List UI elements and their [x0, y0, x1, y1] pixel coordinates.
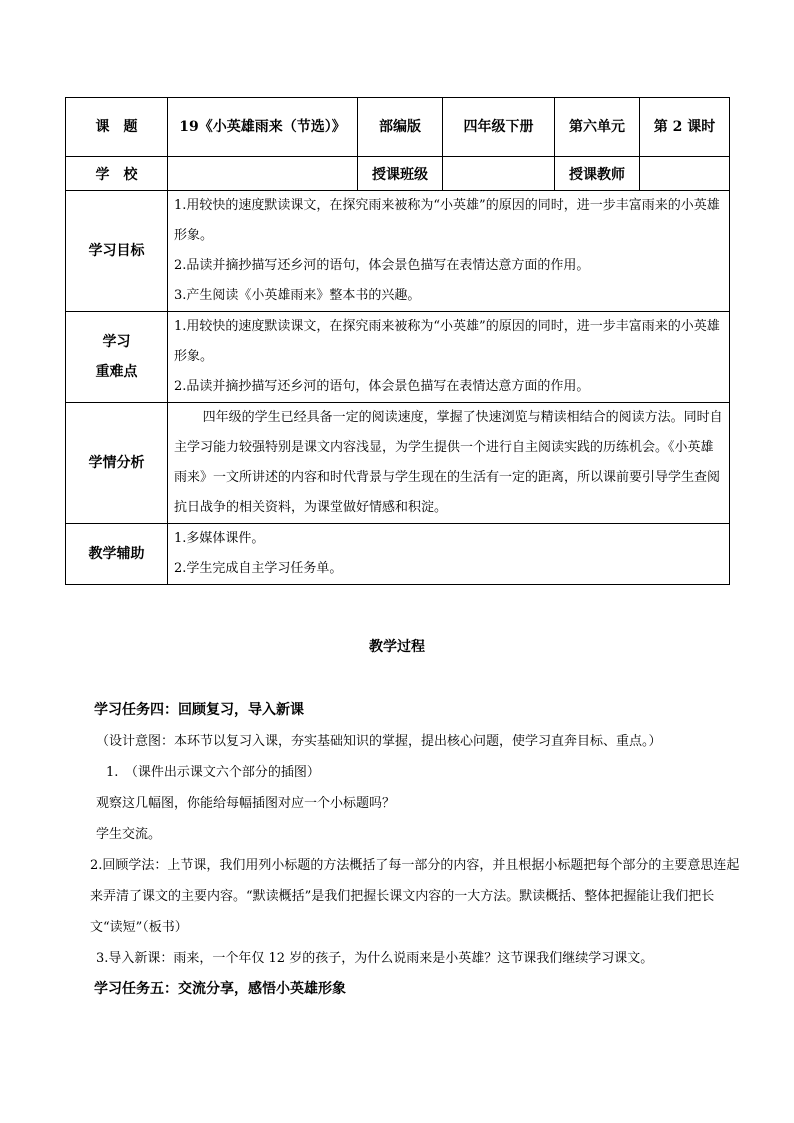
task5-title: 学习任务五：交流分享，感悟小英雄形象 — [94, 981, 346, 997]
step2: 2.回顾学法：上节课，我们用列小标题的方法概括了每一部分的内容，并且根据小标题把每个部分的主要意思连起来弄清了课文的主要内容。“默读概括”是我们把握长课文内容的一大方法。默读概括、整体把握能让我们把长文“读短”（板书） — [90, 858, 740, 935]
objective-item: 3.产生阅读《小英雄雨来》整本书的兴趣。 — [174, 288, 421, 303]
unit-cell: 第六单元 — [555, 98, 640, 157]
objective-item: 1.用较快的速度默读课文，在探究雨来被称为“小英雄”的原因的同时，进一步丰富雨来的小英雄形象。 — [174, 198, 720, 243]
step1-question: 观察这几幅图，你能给每幅插图对应一个小标题吗？ — [96, 796, 396, 811]
teacher-value — [640, 157, 730, 191]
learner-analysis-label: 学情分析 — [66, 403, 168, 524]
school-label: 学 校 — [66, 157, 168, 191]
task4-title: 学习任务四：回顾复习，导入新课 — [94, 702, 304, 718]
school-row — [66, 157, 730, 191]
step3: 3.导入新课：雨来，一个年仅 12 岁的孩子，为什么说雨来是小英雄？这节课我们继续学习课文。 — [96, 951, 654, 966]
teaching-aids-content — [168, 524, 730, 585]
step1-answer: 学生交流。 — [96, 827, 162, 842]
teaching-aid-item: 1.多媒体课件。 — [174, 531, 265, 546]
objectives-content — [168, 191, 730, 312]
key-point-item: 1.用较快的速度默读课文，在探究雨来被称为“小英雄”的原因的同时，进一步丰富雨来的小英雄形象。 — [174, 319, 720, 364]
key-points-label-line1: 学习 — [102, 334, 131, 350]
lesson-plan-table — [65, 97, 730, 585]
key-points-label — [66, 312, 168, 403]
class-value — [443, 157, 555, 191]
step1: 1. （课件出示课文六个部分的插图） — [106, 765, 320, 780]
design-intent: （设计意图：本环节以复习入课，夯实基础知识的掌握，提出核心问题，使学习直奔目标、重点。） — [96, 734, 662, 749]
grade-cell: 四年级下册 — [443, 98, 555, 157]
teaching-aids-row — [66, 524, 730, 585]
objectives-label: 学习目标 — [66, 191, 168, 312]
key-points-row — [66, 312, 730, 403]
objective-item: 2.品读并摘抄描写还乡河的语句，体会景色描写在表情达意方面的作用。 — [174, 258, 590, 273]
teaching-aids-label: 教学辅助 — [66, 524, 168, 585]
edition-cell: 部编版 — [358, 98, 443, 157]
teacher-label: 授课教师 — [555, 157, 640, 191]
school-value — [168, 157, 358, 191]
lesson-label: 课 题 — [66, 98, 168, 157]
key-points-label-line2: 重难点 — [95, 364, 138, 380]
process-title: 教学过程 — [369, 639, 425, 655]
header-row — [66, 98, 730, 157]
objectives-row — [66, 191, 730, 312]
key-points-content — [168, 312, 730, 403]
lesson-title: 19《小英雄雨来（节选）》 — [168, 98, 358, 157]
learner-analysis-text: 四年级的学生已经具备一定的阅读速度，掌握了快速浏览与精读相结合的阅读方法。同时自主学习能力较强特别是课文内容浅显，为学生提供一个进行自主阅读实践的历练机会。《小英雄雨来》一文所讲述的内容和时代背景与学生现在的生活有一定的距离，所以课前要引导学生查阅抗日战争的相关资料，为课堂做好情感和积淀。 — [174, 410, 723, 515]
learner-analysis-content — [168, 403, 730, 524]
key-point-item: 2.品读并摘抄描写还乡河的语句，体会景色描写在表情达意方面的作用。 — [174, 379, 590, 394]
teaching-aid-item: 2.学生完成自主学习任务单。 — [174, 561, 343, 576]
class-label: 授课班级 — [358, 157, 443, 191]
process-body — [90, 695, 740, 1005]
learner-analysis-row — [66, 403, 730, 524]
period-cell: 第 2 课时 — [640, 98, 730, 157]
